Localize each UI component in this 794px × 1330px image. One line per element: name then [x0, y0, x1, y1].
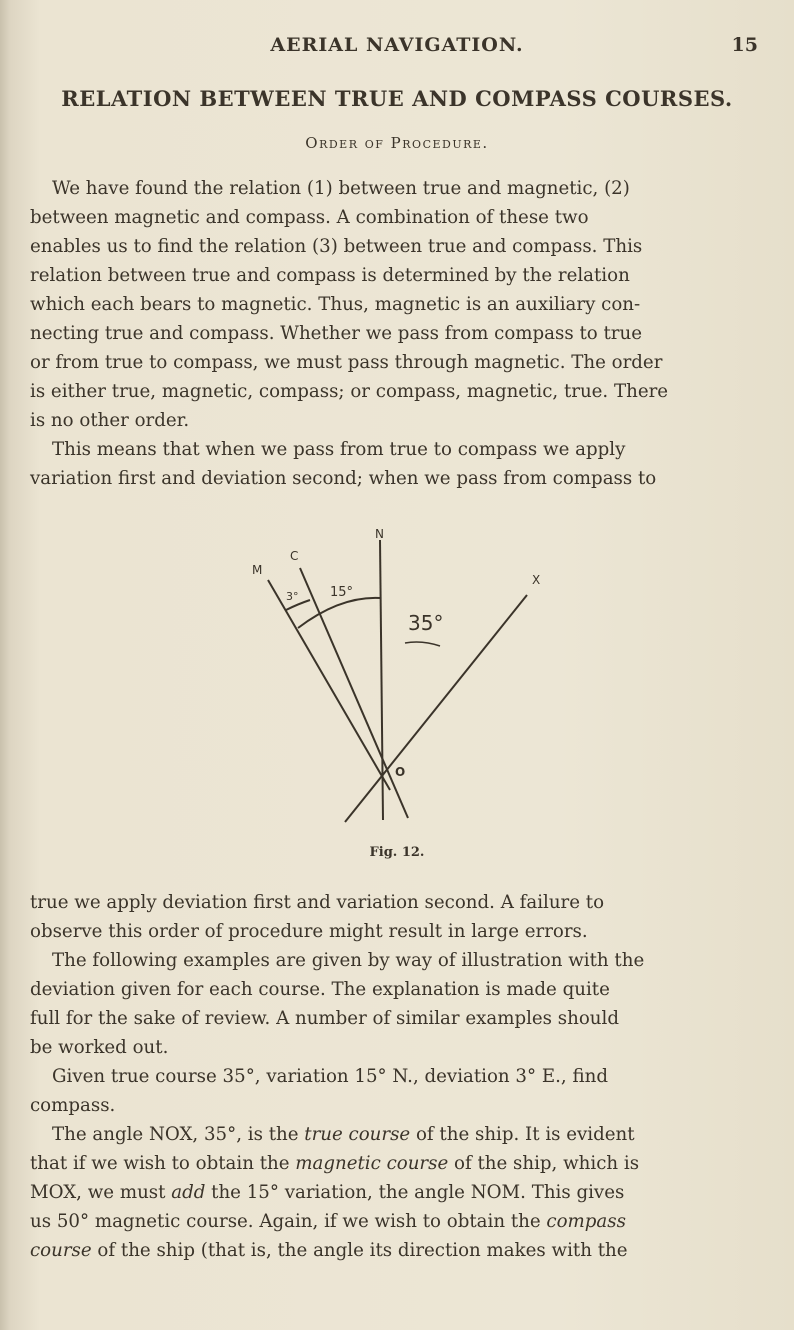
text-line: between magnetic and compass. A combination of these two: [30, 207, 589, 228]
underline-35: [405, 642, 440, 646]
text-line: full for the sake of review. A number of similar examples should: [30, 1008, 619, 1029]
label-x: X: [532, 573, 541, 587]
running-title: AERIAL NAVIGATION.: [270, 34, 524, 56]
label-angle-35: 35°: [408, 611, 444, 635]
text-line: or from true to compass, we must pass through magnetic. The order: [30, 352, 663, 373]
label-m: M: [252, 563, 263, 577]
text-line: The following examples are given by way of illustration with the: [52, 950, 645, 971]
text-line: compass.: [30, 1095, 116, 1116]
figure-12-diagram: [200, 500, 620, 840]
text-line: MOX, we must add the 15° variation, the angle NOM. This gives: [30, 1182, 625, 1203]
text-line: deviation given for each course. The explanation is made quite: [30, 979, 610, 1000]
text-block-upper: [30, 174, 760, 493]
text-line: be worked out.: [30, 1037, 169, 1058]
arc-15: [298, 598, 380, 628]
text-line: which each bears to magnetic. Thus, magnetic is an auxiliary con-: [30, 294, 641, 315]
label-angle-3: 3°: [286, 590, 299, 603]
running-head: [28, 34, 766, 62]
figure-caption: Fig. 12.: [369, 845, 425, 860]
label-o: O: [395, 765, 406, 779]
text-line: variation first and deviation second; when we pass from compass to: [30, 468, 657, 489]
text-line: is no other order.: [30, 410, 190, 431]
text-line: is either true, magnetic, compass; or compass, magnetic, true. There: [30, 381, 669, 402]
text-line: Given true course 35°, variation 15° N., deviation 3° E., find: [52, 1066, 608, 1087]
line-m: [268, 580, 390, 790]
text-line: relation between true and compass is determined by the relation: [30, 265, 630, 286]
section-subtitle: Order of Procedure.: [305, 134, 489, 152]
line-c: [300, 568, 408, 818]
page-number: 15: [731, 34, 758, 56]
text-line: that if we wish to obtain the magnetic course of the ship, which is: [30, 1153, 640, 1174]
section-title: RELATION BETWEEN TRUE AND COMPASS COURSES.: [61, 86, 733, 111]
text-line: us 50° magnetic course. Again, if we wish to obtain the compass: [30, 1211, 626, 1232]
label-n: N: [375, 527, 384, 541]
text-line: necting true and compass. Whether we pass from compass to true: [30, 323, 642, 344]
text-block-lower: [30, 888, 760, 1265]
text-line: true we apply deviation first and variation second. A failure to: [30, 892, 605, 913]
text-line: enables us to find the relation (3) between true and compass. This: [30, 236, 643, 257]
text-line: We have found the relation (1) between true and magnetic, (2): [52, 178, 630, 199]
text-line: observe this order of procedure might result in large errors.: [30, 921, 588, 942]
text-line: The angle NOX, 35°, is the true course of the ship. It is evident: [52, 1124, 635, 1145]
text-line: course of the ship (that is, the angle its direction makes with the: [30, 1240, 628, 1261]
text-line: This means that when we pass from true to compass we apply: [52, 439, 626, 460]
label-c: C: [290, 549, 299, 563]
label-angle-15: 15°: [330, 585, 354, 600]
